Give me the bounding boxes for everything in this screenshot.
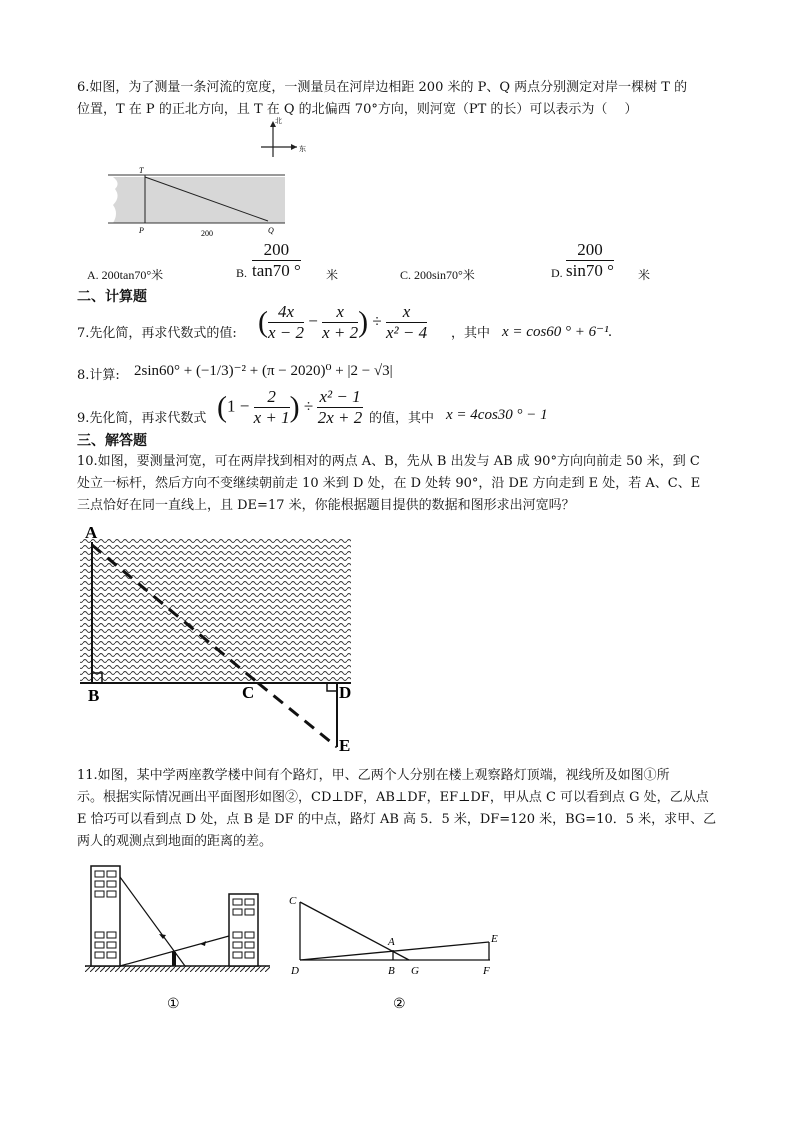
label-B: B (388, 965, 395, 977)
north-label: 北 (275, 117, 282, 125)
label-C: C (289, 895, 297, 907)
q9-expression: (1 − $\frac{2}{x + 1}$ ) ÷ $\frac{\text{x² − 1}}{2x + 2}$ (217, 387, 363, 427)
q8-expression: 2sin60° + (−1/3)⁻² + (π − 2020)⁰ + |2 − √3| (134, 363, 393, 379)
q6-option-b-label: B. (236, 266, 248, 280)
plane-figure (285, 890, 510, 1015)
fig1-caption: ① (167, 997, 180, 1012)
label-E: E (491, 933, 498, 945)
q6-option-d-fraction: $\frac{200}{\sin 70 ^\circ}$ (566, 240, 614, 280)
section-2-heading: 二、计算题 (77, 289, 147, 305)
q11-line4: 两人的观测点到地面的距离的差。 (77, 834, 273, 849)
label-G: G (411, 965, 419, 977)
q6-line2: 位置，T 在 P 的正北方向，且 T 在 Q 的北偏西 70°方向，则河宽（PT 的长）可以表示为（ ） (77, 102, 638, 117)
q6-option-c: C. 200sin70°米 (400, 268, 475, 282)
label-F: F (483, 965, 490, 977)
label-T: T (139, 166, 144, 175)
q6-option-b-unit: 米 (326, 268, 339, 282)
fig2-caption: ② (393, 997, 406, 1012)
east-label: 东 (299, 145, 306, 153)
label-P: P (139, 226, 144, 235)
q6-option-d-label: D. (551, 266, 563, 280)
q7-condition: x = cos60 ° + 6⁻¹. (502, 324, 613, 340)
label-A: A (85, 523, 98, 542)
q7-mid: ，其中 (451, 326, 491, 341)
river-width-figure (75, 520, 375, 755)
q11-line2: 示。根据实际情况画出平面图形如图②，CD⊥DF，AB⊥DF，EF⊥DF，甲从点 C 可以看到点 G 处，乙从点 (77, 790, 709, 805)
label-E: E (339, 736, 351, 755)
q11-line3: E 恰巧可以看到点 D 处，点 B 是 DF 的中点，路灯 AB 高 5．5 米，DF=120 米，BG=10．5 米，求甲、乙 (77, 812, 717, 827)
q7-expression: ( $\frac{4x}{x - 2}$ − $\frac{x}{x + 2}$ ) ÷ $\frac{x}{\text{x² − 4}}$ (258, 302, 428, 342)
label-B: B (88, 686, 100, 705)
label-D: D (291, 965, 299, 977)
q6-option-d-unit: 米 (638, 268, 651, 282)
q10-line1: 10.如图，要测量河宽，可在两岸找到相对的两点 A、B，先从 B 出发与 AB 成 90°方向向前走 50 米，到 C (77, 454, 700, 469)
q7-prefix: 7.先化简，再求代数式的值: (77, 326, 237, 341)
q8-prefix: 8.计算: (77, 368, 120, 383)
label-200: 200 (201, 229, 213, 238)
q9-mid: 的值，其中 (369, 411, 435, 426)
label-D: D (339, 683, 352, 702)
river-figure (105, 115, 305, 240)
q6-line1: 6.如图，为了测量一条河流的宽度，一测量员在河岸边相距 200 米的 P、Q 两点分别测定对岸一棵树 T 的 (77, 80, 688, 95)
label-A: A (388, 936, 395, 948)
q9-condition: x = 4cos30 ° − 1 (446, 407, 548, 423)
q6-option-a: A. 200tan70°米 (87, 268, 164, 282)
q10-line2: 处立一标杆，然后方向不变继续朝前走 10 米到 D 处，在 D 处转 90°，沿 DE 方向走到 E 处，若 A、C、E (77, 476, 701, 491)
section-3-heading: 三、解答题 (77, 433, 147, 449)
label-Q: Q (268, 226, 274, 235)
q6-option-b-fraction: $\frac{200}{\tan 70 ^\circ}$ (252, 240, 301, 280)
q11-line1: 11.如图，某中学两座教学楼中间有个路灯，甲、乙两个人分别在楼上观察路灯顶端，视线所及如图①所 (77, 768, 670, 783)
label-C: C (242, 683, 255, 702)
buildings-figure (85, 862, 275, 1012)
q10-line3: 三点恰好在同一直线上，且 DE=17 米，你能根据题目提供的数据和图形求出河宽吗？ (77, 498, 575, 513)
q9-prefix: 9.先化简，再求代数式 (77, 411, 207, 426)
